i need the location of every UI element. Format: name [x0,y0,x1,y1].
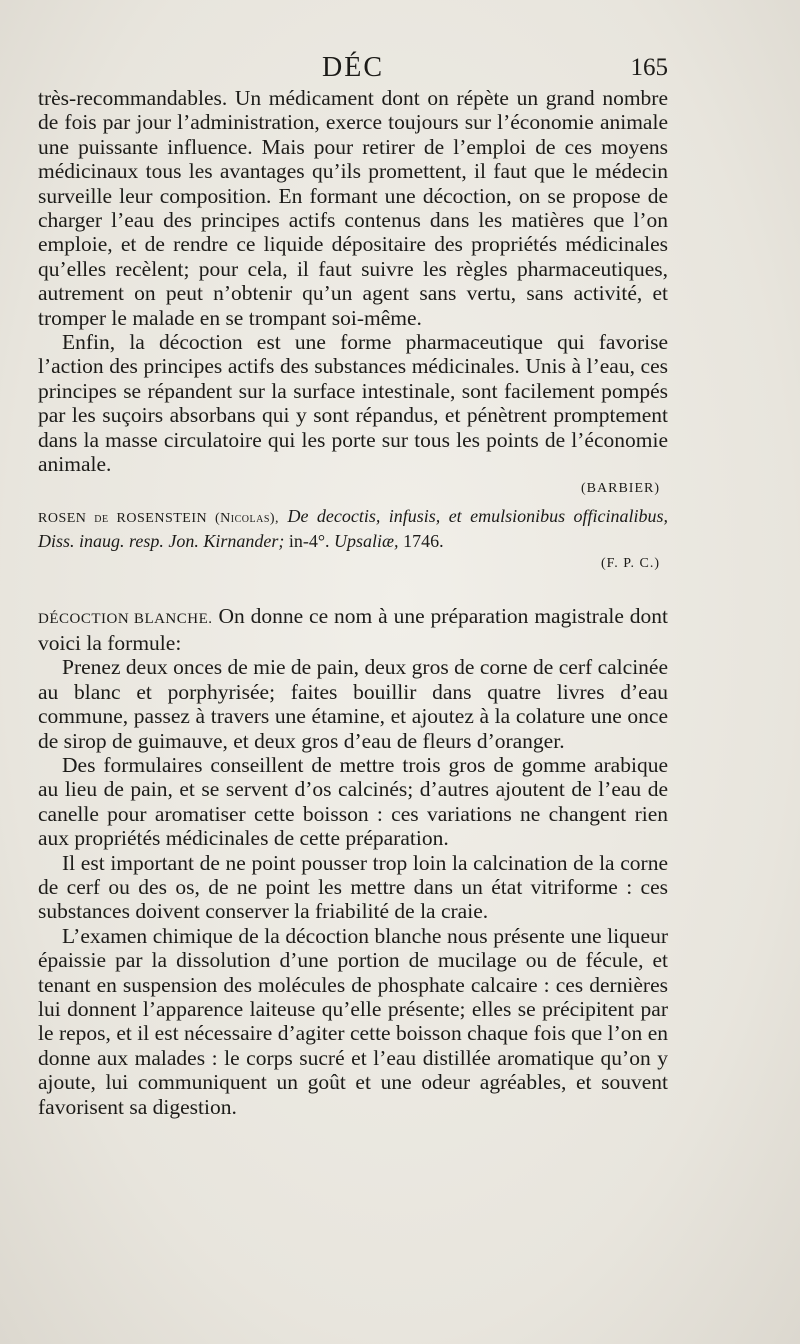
entry-heading: DÉCOCTION BLANCHE. [38,610,213,627]
paragraph-variations: Des formulaires conseillent de mettre trois gros de gomme arabique au lieu de pain, et se servent d’os calcinés; d’autres ajoutent de l’eau de canelle pour aromatiser cette boisson : ces variations ne changent rien aux propriétés médicinales de cette préparation. [38,752,668,851]
entry-paragraph [38,604,668,656]
biblio-format: in-4°. [288,530,330,551]
paragraph-2: Enfin, la décoction est une forme pharmaceutique qui favorise l’action des principes actifs des substances médicinales. Unis à l’eau, ces principes se répandent sur la surface intestinale, sont facilement pompés par les suçoirs absorbans qui y sont répandus, et pénètrent promptement dans la masse circulatoire qui les porte sur tous les points de l’économie animale. [38,330,668,477]
page-number: 165 [630,54,668,81]
entry-intro: On donne ce nom à une préparation magistrale dont voici la formule: [38,603,669,655]
author-signature-1: (BARBIER) [581,480,660,496]
biblio-year: 1746. [403,530,444,551]
biblio-author: ROSEN de ROSENSTEIN (Nicolas), [38,510,280,526]
paragraph-1: très-recommandables. Un médicament dont on répète un grand nombre de fois par jour l’administration, exerce toujours sur l’économie animale une puissante influence. Mais pour retirer de l’emploi de ces moyens médicinaux tous les avantages qu’ils promettent, il faut que le médecin surveille leur composition. En formant une décoction, on se propose de charger l’eau des principes actifs contenus dans les matières que l’on emploie, et de rendre ce liquide dépositaire des propriétés médicinales qu’elles recèlent; pour cela, il faut suivre les règles pharmaceutiques, autrement on peut n’obtenir qu’un agent sans vertu, sans activité, et tromper le malade en se trompant soi-même. [38,86,668,330]
running-head-title: DÉC [322,52,384,83]
paragraph-formula: Prenez deux onces de mie de pain, deux gros de corne de cerf calcinée au blanc et porphyrisée; faites bouillir dans quatre livres d’eau commune, passez à travers une étamine, et ajoutez à la colature une once de sirop de guimauve, et deux gros d’eau de fleurs d’oranger. [38,655,668,753]
author-signature-2: (F. P. C.) [600,555,660,571]
biblio-place: Upsaliæ, [334,530,399,551]
body-text [38,86,668,1119]
running-head [38,52,668,88]
section-gap [38,576,668,604]
paragraph-calcination: Il est important de ne point pousser trop loin la calcination de la corne de cerf ou des os, de ne point les mettre dans un état vitriforme : ces substances doivent conserver la friabilité de la craie. [38,850,668,924]
paragraph-examen: L’examen chimique de la décoction blanche nous présente une liqueur épaissie par la dissolution d’une portion de mucilage ou de fécule, et tenant en suspension des molécules de phosphate calcaire : ces dernières lui donnent l’apparence laiteuse qu’elle présente; elles se précipitent par le repos, et il est nécessaire d’agiter cette boisson chaque fois que l’on en donne aux malades : le corps sucré et l’eau distillée aromatique qu’on y ajoute, lui communiquent un goût et une odeur agréables, et souvent favorisent sa digestion. [38,923,668,1119]
biblio-title: De decoctis, infusis, et emulsionibus officinalibus, Diss. inaug. resp. Jon. Kirnander; [38,505,668,551]
bibliography-entry [38,505,668,552]
